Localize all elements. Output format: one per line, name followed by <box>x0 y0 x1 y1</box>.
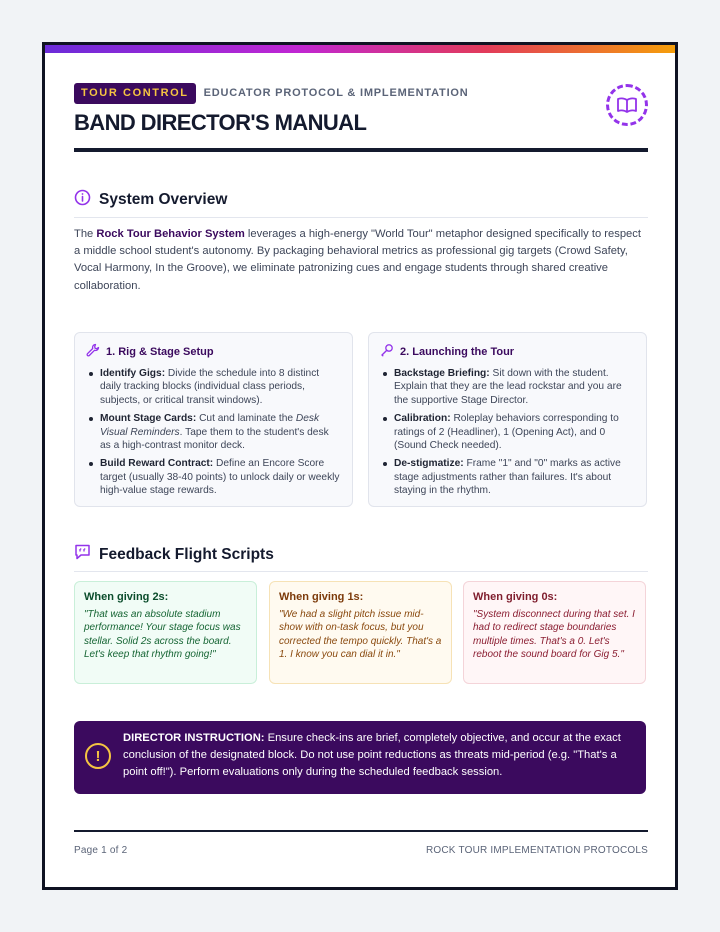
item-label: De-stigmatize: <box>394 458 464 470</box>
open-book-icon <box>606 84 648 126</box>
page-title: BAND DIRECTOR'S MANUAL <box>74 110 367 135</box>
item-text: Cut and laminate the <box>196 413 296 425</box>
badge-row <box>74 82 648 104</box>
card-title: 1. Rig & Stage Setup <box>106 345 214 358</box>
eyebrow-text: EDUCATOR PROTOCOL & IMPLEMENTATION <box>203 87 469 99</box>
item-text: Frame "1" and "0" marks as active stage adjustments rather than failures. It's about staying in the rhythm. <box>394 458 621 497</box>
feedback-quote: "System disconnect during that set. I had to redirect stage boundaries multiple times. That's a 0. Let's reboot the sound board for Gig 5." <box>473 609 635 661</box>
tour-control-badge: TOUR CONTROL <box>74 83 196 104</box>
alert-circle-icon: ! <box>85 743 111 769</box>
system-name: Rock Tour Behavior System <box>96 228 245 240</box>
list-item <box>380 367 635 407</box>
feedback-quote: "That was an absolute stadium performance! Your stage focus was stellar. Solid 2s across the board. Let's keep that rhythm going!" <box>84 609 241 661</box>
speech-quote-icon <box>74 544 91 565</box>
item-label: Calibration: <box>394 413 451 425</box>
list-item <box>86 367 341 407</box>
card-title: 2. Launching the Tour <box>400 345 515 358</box>
launching-tour-card <box>368 332 647 507</box>
footer-divider <box>74 830 648 832</box>
overview-heading: System Overview <box>99 191 228 208</box>
instruction-text: Ensure check-ins are brief, completely objective, and occur at the exact conclusion of the designated block. Do not use point reductions as threats mid-period (e.g. "That's a point off!"). Perform evaluations only during the scheduled feedback session. <box>123 732 621 778</box>
item-italic: Desk Visual Reminders <box>100 413 320 438</box>
card-list <box>86 367 341 498</box>
overview-section-header <box>74 189 648 218</box>
item-label: Mount Stage Cards: <box>100 413 197 425</box>
gradient-top-bar <box>45 45 675 53</box>
info-circle-icon <box>74 189 91 211</box>
overview-lead: The <box>74 228 97 240</box>
card-heading <box>86 343 341 360</box>
stage-setup-card <box>74 332 353 507</box>
list-item <box>86 457 341 497</box>
item-label: Build Reward Contract: <box>100 458 214 470</box>
feedback-label: When giving 0s: <box>473 591 558 603</box>
item-text: . Tape them to the student's desk as a high-contrast monitor deck. <box>100 426 329 452</box>
item-label: Identify Gigs: <box>100 368 166 379</box>
manual-page <box>42 42 678 890</box>
feedback-heading: Feedback Flight Scripts <box>99 545 274 563</box>
item-text: Roleplay behaviors corresponding to ratings of 2 (Headliner), 1 (Opening Act), and 0 (Sound Check needed). <box>394 413 619 452</box>
feedback-quote: "We had a slight pitch issue mid-show with on-task focus, but you corrected the tempo quickly. That's a 1. I know you can dial it in." <box>279 609 442 661</box>
feedback-label: When giving 1s: <box>279 591 364 603</box>
page-footer <box>74 845 648 856</box>
item-text: Define an Encore Score target (usually 38-40 points) to unlock daily or weekly high-value stage rewards. <box>100 458 340 497</box>
card-list <box>380 367 635 498</box>
wrench-icon <box>86 343 100 360</box>
director-instruction-box <box>74 721 646 794</box>
item-text: Sit down with the student. Explain that they are the lead rockstar and you are the supportive Stage Director. <box>394 368 622 406</box>
list-item <box>380 457 635 497</box>
header-divider <box>74 148 648 152</box>
list-item <box>380 412 635 452</box>
page-number: Page 1 of 2 <box>74 845 128 856</box>
footer-title: ROCK TOUR IMPLEMENTATION PROTOCOLS <box>425 845 648 856</box>
overview-body: leverages a high-energy "World Tour" metaphor designed specifically to respect a middle school student's autonomy. By packaging behavioral metrics as professional gig targets (Crowd Safety, Vocal Harmony, In the Groove), we eliminate patronizing cues and engage students through shared creative collaboration. <box>74 228 641 292</box>
item-label: Backstage Briefing: <box>394 368 490 379</box>
microphone-icon <box>380 343 394 360</box>
feedback-card-0s <box>463 581 646 684</box>
feedback-card-2s <box>74 581 257 684</box>
feedback-card-1s <box>269 581 452 684</box>
card-heading <box>380 343 635 360</box>
overview-paragraph <box>74 226 648 295</box>
page-header <box>74 82 648 136</box>
feedback-label: When giving 2s: <box>84 591 169 603</box>
feedback-section-header <box>74 544 648 572</box>
instruction-label: DIRECTOR INSTRUCTION: <box>123 732 265 744</box>
list-item <box>86 412 341 452</box>
item-text: Divide the schedule into 8 distinct daily tracking blocks (individual class periods, subjects, or critical transit windows). <box>100 368 320 406</box>
